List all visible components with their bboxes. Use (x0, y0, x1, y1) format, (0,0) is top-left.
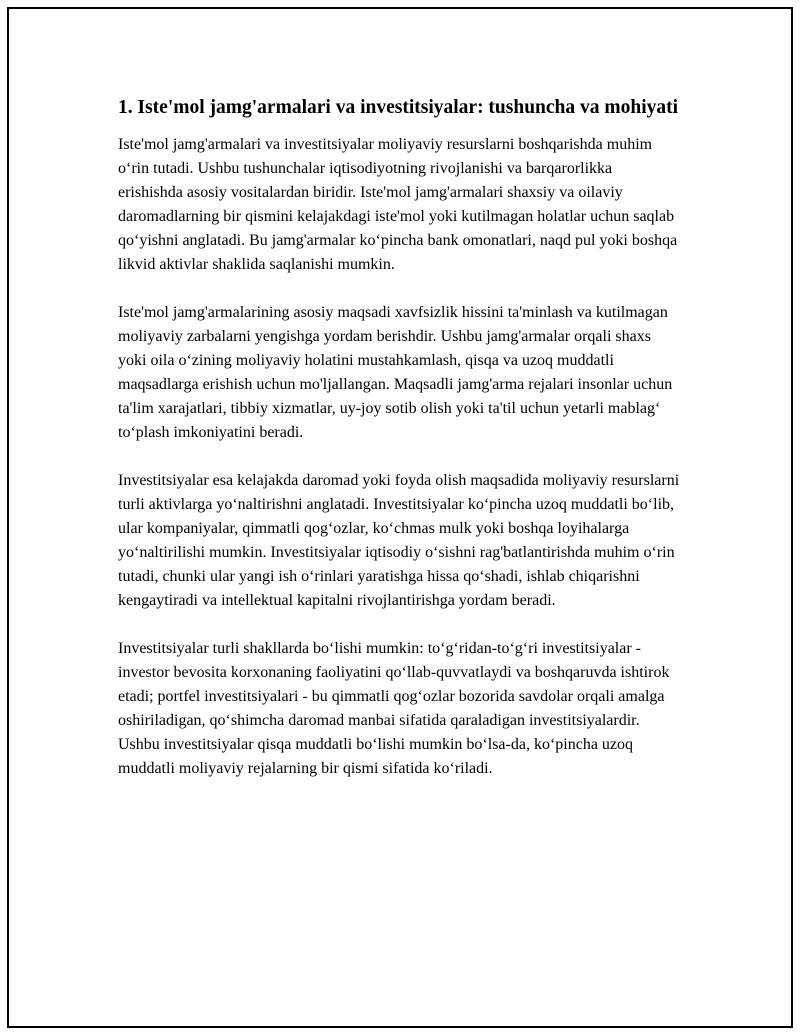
document-body (118, 95, 680, 805)
paragraph-1: Iste'mol jamg'armalari va investitsiyalar moliyaviy resurslarni boshqarishda muhim o‘rin tutadi. Ushbu tushunchalar iqtisodiyotning rivojlanishi va barqarorlikka erishishda asosiy vositalardan biridir. Iste'mol jamg'armalari shaxsiy va oilaviy daromadlarning bir qismini kelajakdagi iste'mol yoki kutilmagan holatlar uchun saqlab qo‘yishni anglatadi. Bu jamg'armalar ko‘pincha bank omonatlari, naqd pul yoki boshqa likvid aktivlar shaklida saqlanishi mumkin. (118, 136, 678, 273)
paragraph-3: Investitsiyalar esa kelajakda daromad yoki foyda olish maqsadida moliyaviy resurslarni turli aktivlarga yo‘naltirishni anglatadi. Investitsiyalar ko‘pincha uzoq muddatli bo‘lib, ular kompaniyalar, qimmatli qog‘ozlar, ko‘chmas mulk yoki boshqa loyihalarga yo‘naltirilishi mumkin. Investitsiyalar iqtisodiy o‘sishni rag'batlantirishda muhim o‘rin tutadi, chunki ular yangi ish o‘rinlari yaratishga hissa qo‘shadi, ishlab chiqarishni kengaytiradi va intellektual kapitalni rivojlantirishga yordam beradi. (118, 472, 680, 609)
section-heading: 1. Iste'mol jamg'armalari va investitsiyalar: tushuncha va mohiyati (118, 97, 679, 118)
paragraph-4: Investitsiyalar turli shakllarda bo‘lishi mumkin: to‘g‘ridan-to‘g‘ri investitsiyalar - investor bevosita korxonaning faoliyatini qo‘llab-quvvatlaydi va boshqaruvda ishtirok etadi; portfel investitsiyalari - bu qimmatli qog‘ozlar bozorida savdolar orqali amalga oshiriladigan, qo‘shimcha daromad manbai sifatida qaraladigan investitsiyalardir. Ushbu investitsiyalar qisqa muddatli bo‘lishi mumkin bo‘lsa-da, ko‘pincha uzoq muddatli moliyaviy rejalarning bir qismi sifatida ko‘riladi. (118, 640, 670, 777)
paragraph-2: Iste'mol jamg'armalarining asosiy maqsadi xavfsizlik hissini ta'minlash va kutilmagan moliyaviy zarbalarni yengishga yordam berishdir. Ushbu jamg'armalar orqali shaxs yoki oila o‘zining moliyaviy holatini mustahkamlash, qisqa va uzoq muddatli maqsadlarga erishish uchun mo'ljallangan. Maqsadli jamg'arma rejalari insonlar uchun ta'lim xarajatlari, tibbiy xizmatlar, uy-joy sotib olish yoki ta'til uchun yetarli mablag‘ to‘plash imkoniyatini beradi. (118, 304, 673, 441)
